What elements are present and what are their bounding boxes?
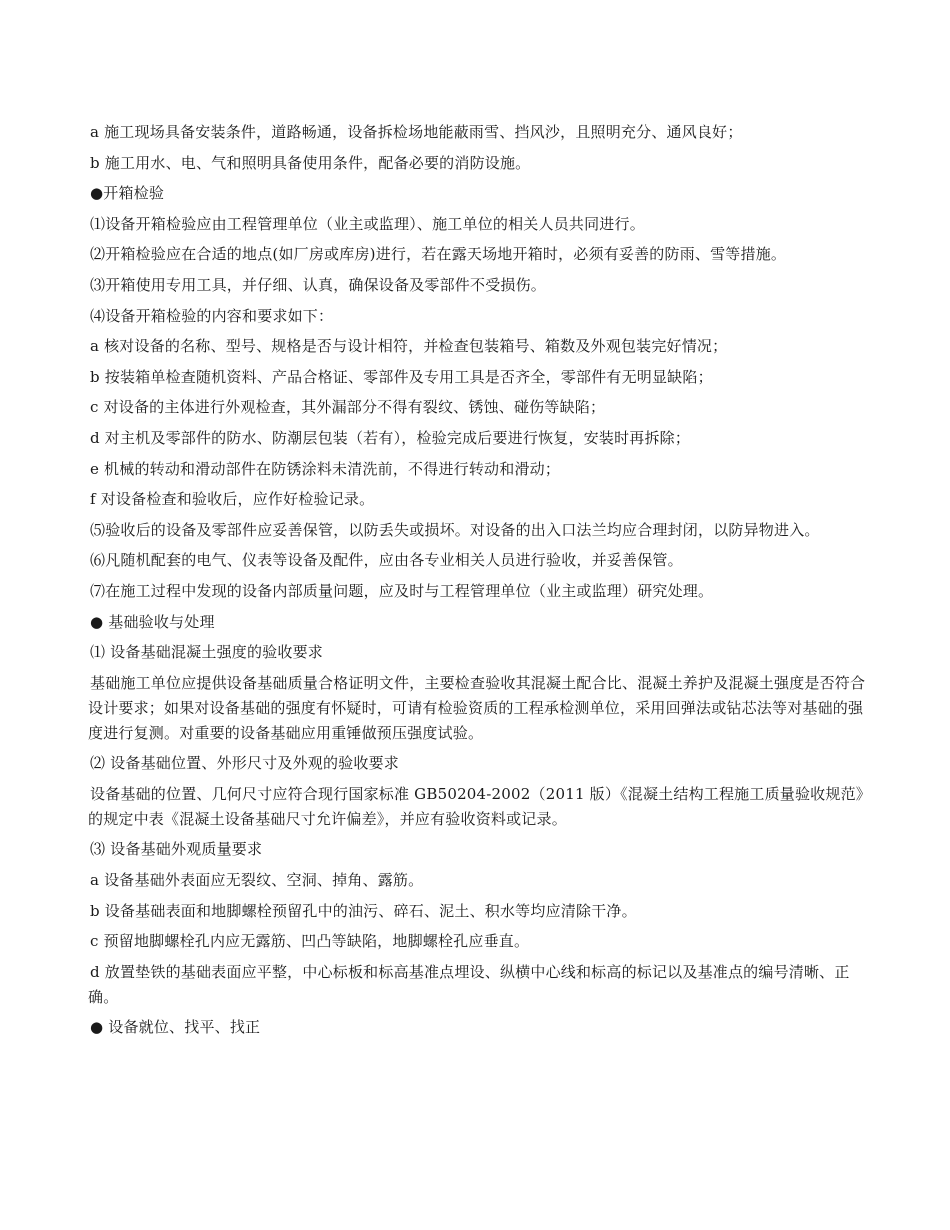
section-heading: ● 基础验收与处理 <box>90 612 215 631</box>
document-page <box>88 120 878 1046</box>
subsection-heading: ⑵ 设备基础位置、外形尺寸及外观的验收要求 <box>90 754 399 773</box>
paragraph: ⑷设备开箱检验的内容和要求如下： <box>90 306 334 325</box>
paragraph: a 核对设备的名称、型号、规格是否与设计相符，并检查包装箱号、箱数及外观包装完好情况； <box>90 337 728 356</box>
section-heading: ●开箱检验 <box>90 184 165 203</box>
paragraph: f 对设备检查和验收后，应作好检验记录。 <box>90 490 375 509</box>
paragraph: a 施工现场具备安装条件，道路畅通，设备拆检场地能蔽雨雪、挡风沙，且照明充分、通风良好； <box>90 123 743 141</box>
paragraph: c 对设备的主体进行外观检查，其外漏部分不得有裂纹、锈蚀、碰伤等缺陷； <box>90 398 606 417</box>
paragraph: ⑴设备开箱检验应由工程管理单位（业主或监理）、施工单位的相关人员共同进行。 <box>90 214 645 233</box>
paragraph: 设备基础的位置、几何尺寸应符合现行国家标准 GB50204-2002（2011 版）《混凝土结构工程施工质量验收规范》的规定中表《混凝土设备基础尺寸允许偏差》，并应有验收资料或记录。 <box>88 784 871 828</box>
paragraph: ⑶开箱使用专用工具，并仔细、认真，确保设备及零部件不受损伤。 <box>90 275 547 294</box>
paragraph: b 设备基础表面和地脚螺栓预留孔中的油污、碎石、泥土、积水等均应清除干净。 <box>90 901 637 920</box>
paragraph: 基础施工单位应提供设备基础质量合格证明文件，主要检查验收其混凝土配合比、混凝土养护及混凝土强度是否符合设计要求；如果对设备基础的强度有怀疑时，可请有检验资质的工程承检测单位，采用回弹法或钻芯法等对基础的强度进行复测。对重要的设备基础应用重锤做预压强度试验。 <box>88 673 866 742</box>
paragraph: e 机械的转动和滑动部件在防锈涂料未清洗前，不得进行转动和滑动； <box>90 459 561 478</box>
paragraph: a 设备基础外表面应无裂纹、空洞、掉角、露筋。 <box>90 871 424 890</box>
subsection-heading: ⑶ 设备基础外观质量要求 <box>90 840 263 859</box>
paragraph: d 对主机及零部件的防水、防潮层包装（若有），检验完成后要进行恢复，安装时再拆除； <box>90 428 691 447</box>
section-heading: ● 设备就位、找平、找正 <box>90 1018 261 1037</box>
paragraph: b 按装箱单检查随机资料、产品合格证、零部件及专用工具是否齐全，零部件有无明显缺陷； <box>90 367 713 386</box>
paragraph: ⑸验收后的设备及零部件应妥善保管，以防丢失或损坏。对设备的出入口法兰均应合理封闭，以防异物进入。 <box>90 520 820 539</box>
paragraph: b 施工用水、电、气和照明具备使用条件，配备必要的消防设施。 <box>90 153 531 172</box>
paragraph: c 预留地脚螺栓孔内应无露筋、凹凸等缺陷，地脚螺栓孔应垂直。 <box>90 932 530 951</box>
subsection-heading: ⑴ 设备基础混凝土强度的验收要求 <box>90 643 323 662</box>
paragraph: ⑵开箱检验应在合适的地点(如厂房或库房)进行，若在露天场地开箱时，必须有妥善的防雨、雪等措施。 <box>90 245 787 264</box>
paragraph: ⑹凡随机配套的电气、仪表等设备及配件，应由各专业相关人员进行验收，并妥善保管。 <box>90 551 683 570</box>
paragraph: d 放置垫铁的基础表面应平整，中心标板和标高基准点埋设、纵横中心线和标高的标记以及基准点的编号清晰、正确。 <box>88 962 850 1006</box>
paragraph: ⑺在施工过程中发现的设备内部质量问题，应及时与工程管理单位（业主或监理）研究处理。 <box>90 581 714 600</box>
